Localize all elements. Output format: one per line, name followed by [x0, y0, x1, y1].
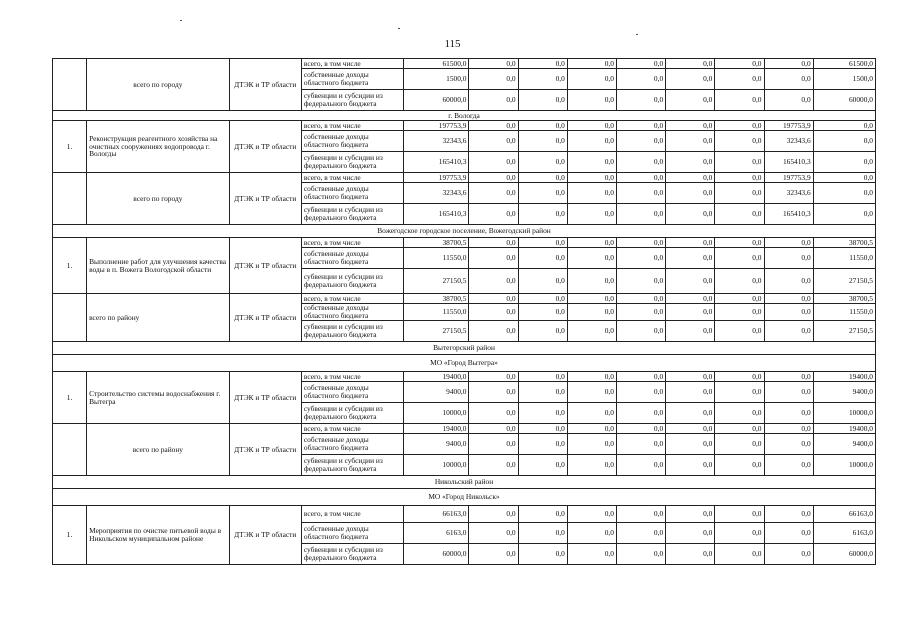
value-cell: 0,0	[666, 304, 715, 321]
value-cell: 0,0	[764, 372, 813, 382]
value-cell: 0,0	[567, 424, 616, 434]
value-cell: 0,0	[715, 248, 764, 269]
value-cell: 0,0	[567, 304, 616, 321]
value-cell: 27150,5	[404, 269, 469, 294]
value-cell: 0,0	[715, 372, 764, 382]
value-cell: 0,0	[616, 424, 665, 434]
value-cell: 0,0	[764, 304, 813, 321]
value-cell: 0,0	[518, 372, 567, 382]
executor-cell: ДТЭК и ТР области	[229, 121, 301, 173]
value-cell: 0,0	[518, 238, 567, 248]
value-cell: 0,0	[469, 59, 518, 69]
value-cell: 0,0	[469, 238, 518, 248]
value-cell: 0,0	[616, 523, 665, 544]
value-cell: 0,0	[469, 269, 518, 294]
source-cell: собственные доходы областного бюджета	[301, 183, 403, 204]
scan-speck	[398, 28, 400, 29]
value-cell: 0,0	[715, 506, 764, 523]
value-cell: 0,0	[666, 321, 715, 342]
value-cell: 0,0	[616, 90, 665, 111]
value-cell: 0,0	[616, 321, 665, 342]
section-row	[53, 355, 876, 372]
value-cell: 60000,0	[813, 90, 875, 111]
value-cell: 0,0	[715, 523, 764, 544]
source-cell: собственные доходы областного бюджета	[301, 248, 403, 269]
value-cell: 0,0	[616, 372, 665, 382]
value-cell: 0,0	[666, 372, 715, 382]
value-cell: 0,0	[616, 121, 665, 131]
section-row	[53, 476, 876, 489]
value-cell: 0,0	[616, 506, 665, 523]
source-cell: субвенции и субсидии из федерального бюджета	[301, 403, 403, 424]
value-cell: 0,0	[813, 204, 875, 225]
source-cell: субвенции и субсидии из федерального бюджета	[301, 321, 403, 342]
value-cell: 19400,0	[813, 372, 875, 382]
value-cell: 0,0	[666, 90, 715, 111]
value-cell: 0,0	[764, 424, 813, 434]
executor-cell: ДТЭК и ТР области	[229, 424, 301, 476]
value-cell: 0,0	[518, 455, 567, 476]
value-cell: 0,0	[666, 183, 715, 204]
project-name: Строительство системы водоснабжения г. Вытегра	[87, 372, 230, 424]
value-cell: 0,0	[567, 238, 616, 248]
table-row	[53, 506, 876, 523]
value-cell: 0,0	[666, 248, 715, 269]
value-cell: 0,0	[616, 294, 665, 304]
value-cell: 0,0	[764, 59, 813, 69]
value-cell: 0,0	[666, 523, 715, 544]
value-cell: 32343,6	[764, 183, 813, 204]
value-cell: 0,0	[469, 455, 518, 476]
executor-cell: ДТЭК и ТР области	[229, 59, 301, 111]
value-cell: 0,0	[666, 434, 715, 455]
source-cell: всего, в том числе	[301, 121, 403, 131]
value-cell: 0,0	[715, 59, 764, 69]
value-cell: 0,0	[666, 544, 715, 565]
executor-cell: ДТЭК и ТР области	[229, 173, 301, 225]
value-cell: 0,0	[616, 434, 665, 455]
row-number-cell: 1.	[53, 372, 87, 424]
value-cell: 0,0	[518, 131, 567, 152]
value-cell: 0,0	[567, 382, 616, 403]
value-cell: 38700,5	[404, 238, 469, 248]
value-cell: 0,0	[518, 304, 567, 321]
value-cell: 0,0	[518, 59, 567, 69]
value-cell: 11550,0	[813, 304, 875, 321]
value-cell: 0,0	[518, 506, 567, 523]
value-cell: 0,0	[616, 183, 665, 204]
value-cell: 165410,3	[404, 152, 469, 173]
source-cell: субвенции и субсидии из федерального бюджета	[301, 152, 403, 173]
project-name: всего по городу	[87, 59, 230, 111]
value-cell: 0,0	[518, 121, 567, 131]
value-cell: 0,0	[518, 90, 567, 111]
value-cell: 0,0	[715, 544, 764, 565]
row-number-cell	[53, 294, 87, 342]
value-cell: 0,0	[666, 424, 715, 434]
value-cell: 0,0	[518, 403, 567, 424]
value-cell: 0,0	[715, 304, 764, 321]
value-cell: 9400,0	[813, 382, 875, 403]
value-cell: 1500,0	[813, 69, 875, 90]
value-cell: 0,0	[518, 523, 567, 544]
section-title: г. Вологда	[53, 111, 876, 121]
value-cell: 32343,6	[404, 131, 469, 152]
value-cell: 0,0	[616, 69, 665, 90]
value-cell: 0,0	[567, 69, 616, 90]
value-cell: 197753,9	[764, 121, 813, 131]
value-cell: 0,0	[616, 544, 665, 565]
value-cell: 0,0	[567, 434, 616, 455]
value-cell: 0,0	[616, 304, 665, 321]
scan-speck	[636, 34, 638, 35]
value-cell: 0,0	[715, 294, 764, 304]
section-title: Вытегорский район	[53, 342, 876, 355]
value-cell: 0,0	[469, 183, 518, 204]
value-cell: 0,0	[715, 424, 764, 434]
project-name: Реконструкция реагентного хозяйства на очистных сооружениях водопровода г. Вологды	[87, 121, 230, 173]
value-cell: 11550,0	[404, 304, 469, 321]
table-row	[53, 173, 876, 183]
value-cell: 0,0	[616, 455, 665, 476]
value-cell: 61500,0	[813, 59, 875, 69]
section-title: Вожегодское городское поселение, Вожегодский район	[53, 225, 876, 238]
value-cell: 10000,0	[404, 403, 469, 424]
value-cell: 0,0	[715, 455, 764, 476]
value-cell: 0,0	[567, 544, 616, 565]
executor-cell: ДТЭК и ТР области	[229, 238, 301, 294]
value-cell: 0,0	[567, 152, 616, 173]
value-cell: 6163,0	[404, 523, 469, 544]
value-cell: 0,0	[567, 506, 616, 523]
value-cell: 0,0	[567, 131, 616, 152]
value-cell: 0,0	[764, 90, 813, 111]
value-cell: 0,0	[469, 403, 518, 424]
table-row	[53, 424, 876, 434]
value-cell: 0,0	[469, 544, 518, 565]
value-cell: 0,0	[715, 403, 764, 424]
table-row	[53, 294, 876, 304]
value-cell: 0,0	[518, 434, 567, 455]
value-cell: 0,0	[616, 204, 665, 225]
value-cell: 19400,0	[404, 372, 469, 382]
value-cell: 0,0	[666, 403, 715, 424]
source-cell: всего, в том числе	[301, 372, 403, 382]
value-cell: 0,0	[567, 90, 616, 111]
table-row	[53, 59, 876, 69]
value-cell: 0,0	[567, 183, 616, 204]
value-cell: 0,0	[715, 173, 764, 183]
value-cell: 0,0	[666, 382, 715, 403]
row-number-cell: 1.	[53, 238, 87, 294]
value-cell: 0,0	[666, 69, 715, 90]
value-cell: 0,0	[764, 382, 813, 403]
value-cell: 0,0	[469, 248, 518, 269]
source-cell: субвенции и субсидии из федерального бюджета	[301, 455, 403, 476]
value-cell: 0,0	[469, 173, 518, 183]
value-cell: 27150,5	[404, 321, 469, 342]
value-cell: 197753,9	[404, 121, 469, 131]
value-cell: 0,0	[715, 90, 764, 111]
value-cell: 0,0	[518, 69, 567, 90]
value-cell: 0,0	[518, 248, 567, 269]
value-cell: 0,0	[567, 173, 616, 183]
value-cell: 10000,0	[813, 403, 875, 424]
value-cell: 66163,0	[813, 506, 875, 523]
value-cell: 10000,0	[813, 455, 875, 476]
value-cell: 0,0	[813, 152, 875, 173]
value-cell: 19400,0	[813, 424, 875, 434]
source-cell: субвенции и субсидии из федерального бюджета	[301, 90, 403, 111]
value-cell: 0,0	[666, 506, 715, 523]
value-cell: 0,0	[567, 59, 616, 69]
row-number-cell: 1.	[53, 121, 87, 173]
row-number-cell	[53, 173, 87, 225]
executor-cell: ДТЭК и ТР области	[229, 294, 301, 342]
value-cell: 165410,3	[764, 204, 813, 225]
value-cell: 0,0	[666, 59, 715, 69]
value-cell: 27150,5	[813, 321, 875, 342]
value-cell: 0,0	[666, 152, 715, 173]
source-cell: собственные доходы областного бюджета	[301, 69, 403, 90]
value-cell: 165410,3	[404, 204, 469, 225]
source-cell: субвенции и субсидии из федерального бюджета	[301, 269, 403, 294]
value-cell: 0,0	[518, 204, 567, 225]
value-cell: 66163,0	[404, 506, 469, 523]
value-cell: 0,0	[616, 152, 665, 173]
value-cell: 0,0	[616, 59, 665, 69]
funding-table	[52, 58, 876, 565]
section-row	[53, 489, 876, 506]
value-cell: 0,0	[764, 434, 813, 455]
value-cell: 0,0	[764, 238, 813, 248]
value-cell: 0,0	[764, 69, 813, 90]
value-cell: 0,0	[764, 506, 813, 523]
value-cell: 60000,0	[813, 544, 875, 565]
value-cell: 0,0	[518, 424, 567, 434]
value-cell: 0,0	[469, 372, 518, 382]
value-cell: 38700,5	[813, 238, 875, 248]
executor-cell: ДТЭК и ТР области	[229, 506, 301, 565]
value-cell: 0,0	[518, 152, 567, 173]
value-cell: 0,0	[518, 544, 567, 565]
row-number-cell	[53, 424, 87, 476]
source-cell: всего, в том числе	[301, 294, 403, 304]
value-cell: 0,0	[518, 183, 567, 204]
source-cell: собственные доходы областного бюджета	[301, 382, 403, 403]
value-cell: 0,0	[469, 90, 518, 111]
value-cell: 0,0	[518, 269, 567, 294]
value-cell: 0,0	[666, 294, 715, 304]
value-cell: 0,0	[518, 294, 567, 304]
value-cell: 0,0	[567, 403, 616, 424]
value-cell: 0,0	[469, 434, 518, 455]
section-title: МО «Город Никольск»	[53, 489, 876, 506]
value-cell: 0,0	[567, 321, 616, 342]
source-cell: всего, в том числе	[301, 59, 403, 69]
value-cell: 0,0	[469, 523, 518, 544]
value-cell: 0,0	[469, 131, 518, 152]
value-cell: 0,0	[715, 152, 764, 173]
value-cell: 0,0	[469, 121, 518, 131]
value-cell: 0,0	[764, 294, 813, 304]
value-cell: 0,0	[469, 506, 518, 523]
value-cell: 0,0	[764, 455, 813, 476]
value-cell: 0,0	[567, 248, 616, 269]
project-name: всего по району	[87, 424, 230, 476]
value-cell: 0,0	[666, 173, 715, 183]
project-name: Выполнение работ для улучшения качества воды в п. Вожега Вологодской области	[87, 238, 230, 294]
section-title: Никольский район	[53, 476, 876, 489]
value-cell: 11550,0	[813, 248, 875, 269]
value-cell: 0,0	[616, 173, 665, 183]
project-name: всего по городу	[87, 173, 230, 225]
project-name: Мероприятия по очистке питьевой воды в Никольском муниципальном районе	[87, 506, 230, 565]
value-cell: 0,0	[616, 269, 665, 294]
value-cell: 60000,0	[404, 544, 469, 565]
value-cell: 0,0	[715, 121, 764, 131]
value-cell: 0,0	[715, 382, 764, 403]
value-cell: 0,0	[715, 204, 764, 225]
value-cell: 32343,6	[764, 131, 813, 152]
value-cell: 0,0	[616, 403, 665, 424]
value-cell: 32343,6	[404, 183, 469, 204]
row-number-cell: 1.	[53, 506, 87, 565]
source-cell: субвенции и субсидии из федерального бюджета	[301, 204, 403, 225]
section-title: МО «Город Вытегра»	[53, 355, 876, 372]
value-cell: 0,0	[666, 121, 715, 131]
section-row	[53, 111, 876, 121]
source-cell: всего, в том числе	[301, 506, 403, 523]
table-row	[53, 238, 876, 248]
value-cell: 0,0	[518, 173, 567, 183]
value-cell: 0,0	[666, 131, 715, 152]
value-cell: 0,0	[715, 183, 764, 204]
value-cell: 0,0	[666, 238, 715, 248]
value-cell: 27150,5	[813, 269, 875, 294]
page-number: 115	[444, 38, 461, 50]
value-cell: 0,0	[764, 403, 813, 424]
value-cell: 0,0	[567, 121, 616, 131]
value-cell: 10000,0	[404, 455, 469, 476]
value-cell: 197753,9	[764, 173, 813, 183]
section-row	[53, 342, 876, 355]
value-cell: 0,0	[764, 544, 813, 565]
value-cell: 0,0	[469, 424, 518, 434]
source-cell: всего, в том числе	[301, 173, 403, 183]
project-name: всего по району	[87, 294, 230, 342]
value-cell: 0,0	[764, 523, 813, 544]
executor-cell: ДТЭК и ТР области	[229, 372, 301, 424]
value-cell: 38700,5	[404, 294, 469, 304]
value-cell: 0,0	[567, 204, 616, 225]
value-cell: 0,0	[715, 321, 764, 342]
value-cell: 0,0	[715, 269, 764, 294]
value-cell: 0,0	[715, 131, 764, 152]
source-cell: собственные доходы областного бюджета	[301, 131, 403, 152]
section-row	[53, 225, 876, 238]
value-cell: 0,0	[616, 131, 665, 152]
source-cell: собственные доходы областного бюджета	[301, 434, 403, 455]
value-cell: 0,0	[567, 372, 616, 382]
value-cell: 0,0	[764, 269, 813, 294]
value-cell: 9400,0	[404, 434, 469, 455]
value-cell: 0,0	[567, 269, 616, 294]
value-cell: 0,0	[616, 248, 665, 269]
value-cell: 0,0	[764, 248, 813, 269]
value-cell: 0,0	[715, 238, 764, 248]
value-cell: 165410,3	[764, 152, 813, 173]
value-cell: 0,0	[469, 382, 518, 403]
row-number-cell	[53, 59, 87, 111]
source-cell: собственные доходы областного бюджета	[301, 304, 403, 321]
value-cell: 0,0	[764, 321, 813, 342]
source-cell: субвенции и субсидии из федерального бюджета	[301, 544, 403, 565]
value-cell: 0,0	[469, 321, 518, 342]
value-cell: 0,0	[813, 183, 875, 204]
value-cell: 0,0	[813, 131, 875, 152]
value-cell: 0,0	[567, 455, 616, 476]
value-cell: 60000,0	[404, 90, 469, 111]
source-cell: всего, в том числе	[301, 424, 403, 434]
value-cell: 61500,0	[404, 59, 469, 69]
value-cell: 0,0	[666, 269, 715, 294]
value-cell: 0,0	[469, 294, 518, 304]
value-cell: 0,0	[715, 434, 764, 455]
value-cell: 0,0	[469, 69, 518, 90]
value-cell: 38700,5	[813, 294, 875, 304]
value-cell: 0,0	[567, 523, 616, 544]
value-cell: 0,0	[666, 204, 715, 225]
value-cell: 0,0	[616, 238, 665, 248]
value-cell: 0,0	[813, 173, 875, 183]
value-cell: 0,0	[567, 294, 616, 304]
value-cell: 197753,9	[404, 173, 469, 183]
source-cell: всего, в том числе	[301, 238, 403, 248]
value-cell: 11550,0	[404, 248, 469, 269]
table-row	[53, 372, 876, 382]
value-cell: 0,0	[518, 321, 567, 342]
value-cell: 0,0	[715, 69, 764, 90]
value-cell: 0,0	[469, 204, 518, 225]
value-cell: 1500,0	[404, 69, 469, 90]
source-cell: собственные доходы областного бюджета	[301, 523, 403, 544]
table-row	[53, 121, 876, 131]
value-cell: 0,0	[469, 152, 518, 173]
value-cell: 0,0	[518, 382, 567, 403]
value-cell: 0,0	[813, 121, 875, 131]
value-cell: 6163,0	[813, 523, 875, 544]
value-cell: 9400,0	[404, 382, 469, 403]
value-cell: 9400,0	[813, 434, 875, 455]
value-cell: 0,0	[666, 455, 715, 476]
scan-speck	[180, 20, 182, 21]
value-cell: 0,0	[616, 382, 665, 403]
value-cell: 0,0	[469, 304, 518, 321]
value-cell: 19400,0	[404, 424, 469, 434]
